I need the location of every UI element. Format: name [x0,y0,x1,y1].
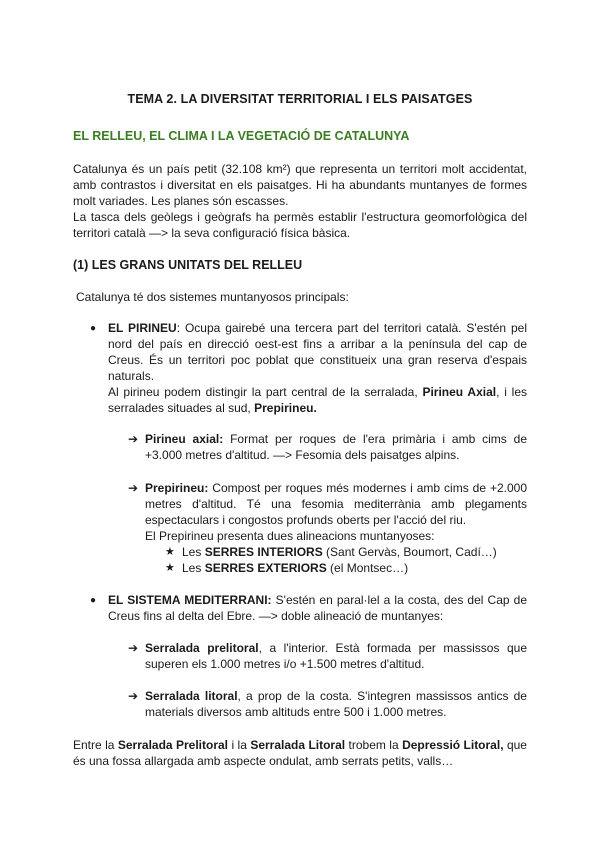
mediterrani-name: EL SISTEMA MEDITERRANI: [108,593,272,607]
serra-name: SERRES INTERIORS [204,545,323,559]
mediterrani-paragraph [108,592,527,624]
bullet-icon: ● [90,323,97,334]
axial-text: Format per roques de l'era primària i amb cims de +3.000 metres d'altitud. —> Fesomia dels paisatges alpins. [145,432,527,462]
section-lead: Catalunya té dos sistemes muntanyosos principals: [76,290,349,304]
pirineu-text2-a: Al pirineu podem distingir la part central de la serralada, [108,385,423,399]
axial-name: Pirineu axial: [145,432,224,446]
arrow-icon: ➔ [128,689,139,703]
serra-name: SERRES EXTERIORS [204,561,327,575]
closing-a: Entre la [73,738,118,752]
serra-item [182,544,527,560]
section-heading: (1) LES GRANS UNITATS DEL RELLEU [73,258,303,272]
pirineu-paragraph-2 [108,384,527,416]
litoral-text-line [145,688,527,720]
document-title: TEMA 2. LA DIVERSITAT TERRITORIAL I ELS PAISATGES [127,92,473,106]
serra-item-text [182,544,527,560]
arrow-icon: ➔ [128,641,139,655]
prelitoral-paragraph [145,640,527,672]
prepirineu-text-line [145,480,527,528]
prepirineu-text: Compost per roques més modernes i amb cims de +2.000 metres d'altitud. Té una fesomia mediterrània amb plegaments espectaculars i congostos profunds oberts per l'acció del riu. [145,481,527,527]
intro-text-2: La tasca dels geòlegs i geògrafs ha permès establir l'estructura geomorfològica del territori català —> la seva configuració física bàsica. [73,210,527,240]
arrow-icon: ➔ [128,432,139,446]
litoral-name: Serralada litoral [145,689,238,703]
pirineu-text2-c: , i les serralades situades al sud, [108,385,527,415]
prelitoral-text: , a l'interior. Està formada per massissos que superen els 1.000 metres i/o +1.500 metres d'altitud. [145,641,527,671]
axial-paragraph [145,431,527,463]
pirineu-paragraph [108,320,527,384]
serra-item-text [182,560,527,576]
pirineu-text: : Ocupa gairebé una tercera part del territori català. S'estén pel nord del país en direcció oest-est fins a arribar a la península del cap de Creus. És un territori poc poblat que constitueix una gran reserva d'espais naturals. [108,321,528,383]
arrow-icon: ➔ [128,481,139,495]
serra-examples: (el Montsec…) [326,561,409,575]
intro-text-1: Catalunya és un país petit (32.108 km²) que representa un territori molt accidentat, amb contrastos i diversitat en els paisatges. Hi ha abundants muntanyes de formes molt variades. Les planes són escasses. [73,162,527,208]
axial-text-line [145,431,527,463]
star-icon: ★ [165,546,175,558]
pirineu-axial-term: Pirineu Axial [422,385,497,399]
closing-depressio: Depressió Litoral, [402,738,504,752]
closing-litoral: Serralada Litoral [250,738,346,752]
pirineu-block [108,320,527,416]
intro-paragraph [73,161,527,241]
serra-prefix: Les [182,545,205,559]
closing-e: trobem la [345,738,403,752]
mediterrani-text: S'estén en paral·lel a la costa, des del Cap de Creus fins al delta del Ebre. —> doble alineació de muntanyes: [108,593,527,623]
prepirineu-name: Prepirineu: [145,481,209,495]
pirineu-name: EL PIRINEU [108,321,177,335]
prelitoral-text-line [145,640,527,672]
litoral-paragraph [145,688,527,720]
pirineu-prepirineu-term: Prepirineu. [254,401,317,415]
closing-g: que és una fossa allargada amb aspecte ondulat, amb serrats petits, valls… [73,738,527,768]
closing-text [73,737,527,769]
serra-item [182,560,527,576]
bullet-icon: ● [90,595,97,606]
prepirineu-text-2: El Prepirineu presenta dues alineacions muntanyoses: [145,529,435,543]
closing-prelitoral: Serralada Prelitoral [117,738,229,752]
serra-examples: (Sant Gervàs, Boumort, Cadí…) [322,545,497,559]
closing-c: i la [228,738,251,752]
prelitoral-name: Serralada prelitoral [145,641,259,655]
document-subtitle: EL RELLEU, EL CLIMA I LA VEGETACIÓ DE CATALUNYA [73,129,410,143]
prepirineu-paragraph [145,480,527,544]
closing-paragraph [73,737,527,769]
mediterrani-block [108,592,527,624]
star-icon: ★ [165,562,175,574]
litoral-text: , a prop de la costa. S'integren massissos antics de materials diversos amb altituds entre 500 i 1.000 metres. [145,689,527,719]
serra-prefix: Les [182,561,205,575]
